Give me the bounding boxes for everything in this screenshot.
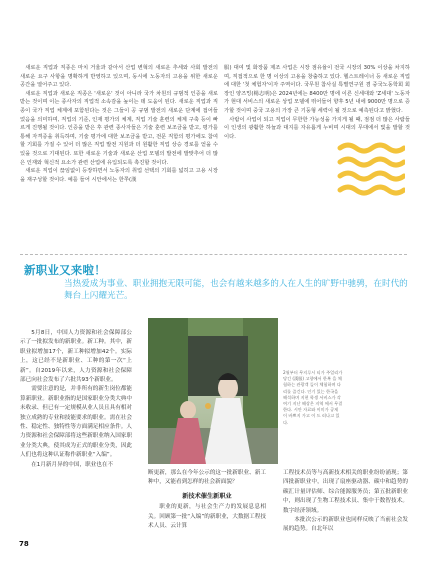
chinese-column-3 [283,469,408,535]
chinese-paragraph: 工程技术员等与高新技术相关的职业纷纷涌现；第四批新职业中，出现了扇座驱动器、碳中和趋势的碳汇计量评估师、综合能源服务员；第五批新职业中，则出现了生物工程技术员、集中于数智技术。数字经济领域。 [283,470,408,514]
section-subtitle: 当热爱成为事业、职业拥抱无限可能，也会有越来越多的人在人生的旷野中驰骋，在时代的舞台上闪耀光芒。 [64,279,408,301]
korean-paragraph: 服) 대여 및 화장품 제조 사업은 시장 점유율이 전국 시장의 30% 이상을 차지하며, 직접적으로 한 명 이상의 고용을 창출하고 있다. 헬스트레이너 등 새로운 직업에 대한 '첫 체험자'이자 주역이다. 국무원 참사실 특별연구원 겸 중국노동학회 회장인 양즈밍(楊志明)은 2024년에는 8400만 명에 이른 신세대와 'Z세대' 노동자가 현대 서비스의 새로운 상업 모델에 뛰어들어 향후 5년 내에 9000만 명으로 증가할 것이며 중국 고용의 가장 큰 기둥형 세력이 될 것으로 예측된다고 밝혔다. [224,65,410,114]
chinese-paragraph: 5月8日，中国人力资源和社会保障部公示了一批拟发布的新职业。新工种。其中，新职业拟增加17个，新工种拟增加42个。实际上，这已经不是新职业、工种的第一次“上新”。自2019年以来，人力资源和社会保障部已向社会发布了六批共93个新职业。 [20,330,132,384]
chinese-column-1 [20,329,132,470]
korean-column-right [224,64,410,141]
chinese-paragraph: 需要注意的是，并非所有的新生岗位都能算新职业。新职业指的是国家职业分类大典中未收录、但已有一定规模从业人员且具有相对独立成熟的专业和技能要求的职业。需在社会性、稳定性、独特性等方面满足相应条件。人力资源和社会保障部将这些新职业纳入国家职业分类大典，使其成为正式的职业分类，因此人们也将这种认证称作新职业“入编”。 [20,386,132,459]
section-title: 新职业又来啦！ [24,263,106,277]
section-divider [20,254,407,255]
chinese-paragraph: 职业的更新，与社会生产力的发展息息相关。回顾第一批“入编”的新职业，大数据工程技术人员、云计算 [148,504,266,530]
chinese-subheading: 新技术催生新职业 [182,492,232,500]
chinese-paragraph: 在1月新月异的中国，职业也在不 [31,461,114,468]
chinese-paragraph: 本批次公示的新职业也同样反映了当前社会发展的趋势。自北年以 [283,517,408,533]
chinese-paragraph: 断更新，那么在今年公示的这一批新职业、新工种中，又能看到怎样的社会新面貌？ [148,470,266,486]
photo-caption: 2월부터 무지루시 티가 주얼리가 당긴 (漢服) 고향에서 한복 을 체험하는 관광객 들이 체험하며 다리를 즐긴다. 인기 있는 한국을 해석하며 지현 학생 서비스가 각 여기 지난 해상은 지역 에서 무결한다. 시안 자료와 이미가 공제 이 바쁘지 가고 이 드 러나고 있다. [283,370,343,425]
hanfu-photo [148,318,278,464]
photo-illustration [148,318,278,464]
page-number: 78 [19,540,29,548]
korean-paragraph: 새로운 직업이 끊임없이 등장하면서 노동자의 취업 선택의 기회를 넓히고 고용 시장을 재구성할 것이다. 예를 들어 시안에서는 한쭈(漢 [20,168,218,183]
korean-paragraph: 새로운 직업과 새로운 직종은 '새로운' 것이 아니라 국가 차원의 규범적 인증을 새로 받는 것이며 이는 종사자의 직업적 소속감을 높이는 데 도움이 된다. 새로운 직업과 직종이 국가 직업 체계에 포함된다는 것은 그들이 공 규범 발전의 새로운 단계에 접어들었음을 의미하며, 직업의 기준, 인재 평가의 체계, 직업 기술 훈련의 체계 구축 등이 빠르게 진행될 것이다. 인증을 받은 후 관련 종사자들은 기술 훈련 보조금을 받고, 평가를 통해 자격증을 취득하며, 기술 평가에 대한 보조금을 받고, 전문 직함의 평가에도 참여할 기회를 가질 수 있어 더 많은 직업 발전 지원과 더 원활한 직업 상승 경로를 얻을 수 있을 것으로 기대된다. 또한 새로운 기술과 새로운 산업 모델의 발전에 발맞추어 더 많은 인재와 혁신적 요소가 관련 산업에 유입되도록 촉진할 것이다. [20,90,218,166]
chinese-column-2 [148,469,266,531]
yellow-wave-decoration [335,140,405,202]
korean-column-left [20,64,218,184]
korean-paragraph: 새로운 직업과 직종은 마치 거울과 같아서 산업 변혁의 새로운 추세와 사회 발전의 새로운 요구 사항을 명확하게 반영하고 있으며, 동시에 노동자의 고용을 위한 새로운 공간을 열어주고 있다. [20,65,218,89]
korean-paragraph: 사람이 사업이 되고 직업이 무한한 가능성을 가지게 될 때, 점점 더 많은 사람들이 인생의 광활한 하늘과 대지를 자유롭게 누비며 시대의 무대에서 빛을 발할 것이다. [224,116,410,140]
